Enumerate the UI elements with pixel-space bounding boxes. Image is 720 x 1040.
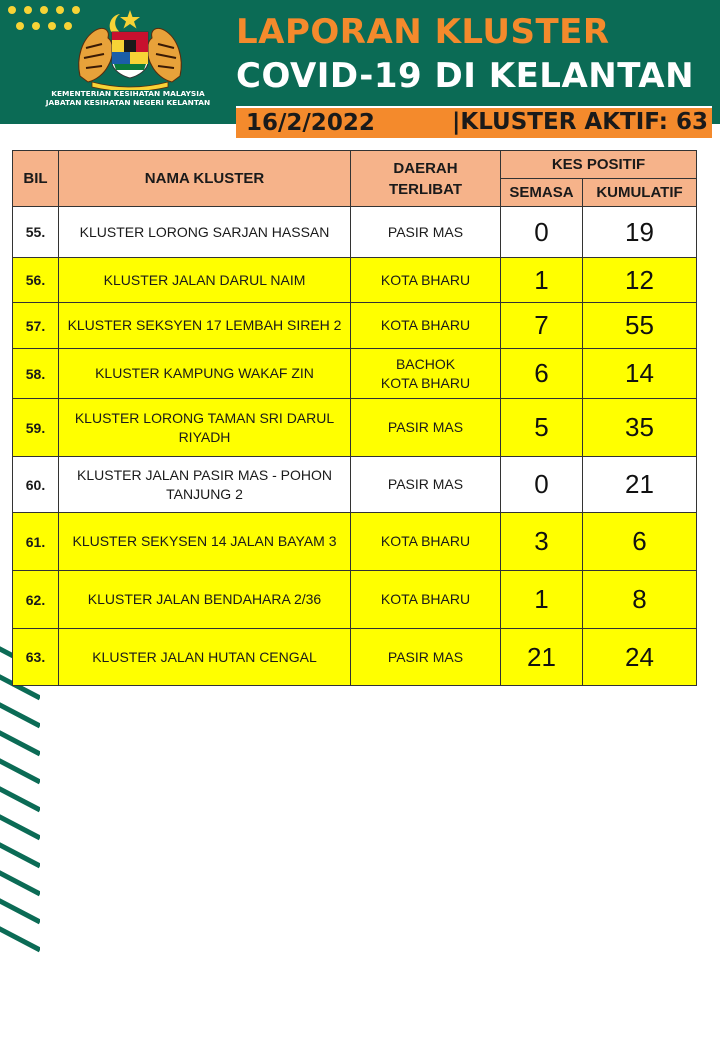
report-title: LAPORAN KLUSTER [236, 12, 610, 52]
row-kumulatif: 14 [583, 349, 697, 399]
row-kumulatif: 35 [583, 399, 697, 457]
row-kumulatif: 19 [583, 207, 697, 258]
row-daerah: KOTA BHARU [351, 513, 501, 571]
table-row [13, 207, 697, 258]
header-daerah-line2: TERLIBAT [388, 180, 463, 198]
decorative-stripes-icon [0, 640, 40, 960]
row-semasa: 6 [501, 349, 583, 399]
row-kumulatif: 21 [583, 457, 697, 513]
row-nama-kluster: KLUSTER LORONG TAMAN SRI DARUL RIYADH [59, 399, 351, 457]
row-bil: 60. [13, 457, 59, 513]
row-daerah: KOTA BHARU [351, 571, 501, 629]
header-bil: BIL [13, 151, 59, 207]
decorative-dots-icon [8, 6, 80, 40]
malaysia-coat-of-arms-icon [74, 8, 186, 90]
department-name: JABATAN KESIHATAN NEGERI KELANTAN [45, 98, 211, 107]
table-row [13, 571, 697, 629]
header-kumulatif: KUMULATIF [583, 179, 697, 207]
row-nama-kluster: KLUSTER JALAN DARUL NAIM [59, 258, 351, 303]
cluster-table [12, 150, 697, 686]
table-row [13, 258, 697, 303]
row-daerah: KOTA BHARU [351, 258, 501, 303]
header-daerah-line1: DAERAH [393, 159, 458, 177]
row-nama-kluster: KLUSTER JALAN PASIR MAS - POHON TANJUNG 2 [59, 457, 351, 513]
row-daerah: PASIR MAS [351, 207, 501, 258]
row-kumulatif: 24 [583, 629, 697, 686]
row-semasa: 3 [501, 513, 583, 571]
row-nama-kluster: KLUSTER JALAN HUTAN CENGAL [59, 629, 351, 686]
row-daerah: PASIR MAS [351, 457, 501, 513]
row-bil: 61. [13, 513, 59, 571]
row-bil: 58. [13, 349, 59, 399]
ministry-name: KEMENTERIAN KESIHATAN MALAYSIA [51, 89, 205, 98]
row-semasa: 21 [501, 629, 583, 686]
row-bil: 62. [13, 571, 59, 629]
row-kumulatif: 8 [583, 571, 697, 629]
row-bil: 56. [13, 258, 59, 303]
row-nama-kluster: KLUSTER SEKSYEN 17 LEMBAH SIREH 2 [59, 303, 351, 349]
table-row [13, 629, 697, 686]
header-nama-kluster: NAMA KLUSTER [59, 151, 351, 207]
row-bil: 57. [13, 303, 59, 349]
row-bil: 63. [13, 629, 59, 686]
date-bar [236, 106, 712, 138]
row-semasa: 1 [501, 571, 583, 629]
row-daerah: PASIR MAS [351, 399, 501, 457]
row-nama-kluster: KLUSTER KAMPUNG WAKAF ZIN [59, 349, 351, 399]
header-semasa: SEMASA [501, 179, 583, 207]
row-kumulatif: 55 [583, 303, 697, 349]
row-kumulatif: 12 [583, 258, 697, 303]
row-nama-kluster: KLUSTER SEKYSEN 14 JALAN BAYAM 3 [59, 513, 351, 571]
table-row [13, 513, 697, 571]
row-daerah: KOTA BHARU [351, 303, 501, 349]
row-semasa: 7 [501, 303, 583, 349]
row-bil: 55. [13, 207, 59, 258]
table-row [13, 349, 697, 399]
row-bil: 59. [13, 399, 59, 457]
row-semasa: 5 [501, 399, 583, 457]
table-row [13, 457, 697, 513]
header-kes-positif: KES POSITIF [501, 151, 697, 179]
report-subtitle: COVID-19 DI KELANTAN [236, 56, 695, 96]
row-semasa: 1 [501, 258, 583, 303]
row-semasa: 0 [501, 207, 583, 258]
table-row [13, 303, 697, 349]
row-daerah: PASIR MAS [351, 629, 501, 686]
active-cluster-count: |KLUSTER AKTIF: 63 [452, 109, 708, 135]
table-row [13, 399, 697, 457]
row-nama-kluster: KLUSTER LORONG SARJAN HASSAN [59, 207, 351, 258]
row-semasa: 0 [501, 457, 583, 513]
row-kumulatif: 6 [583, 513, 697, 571]
row-daerah: BACHOK KOTA BHARU [351, 349, 501, 399]
row-nama-kluster: KLUSTER JALAN BENDAHARA 2/36 [59, 571, 351, 629]
report-date: 16/2/2022 [246, 110, 375, 136]
header-daerah-terlibat [351, 151, 501, 207]
